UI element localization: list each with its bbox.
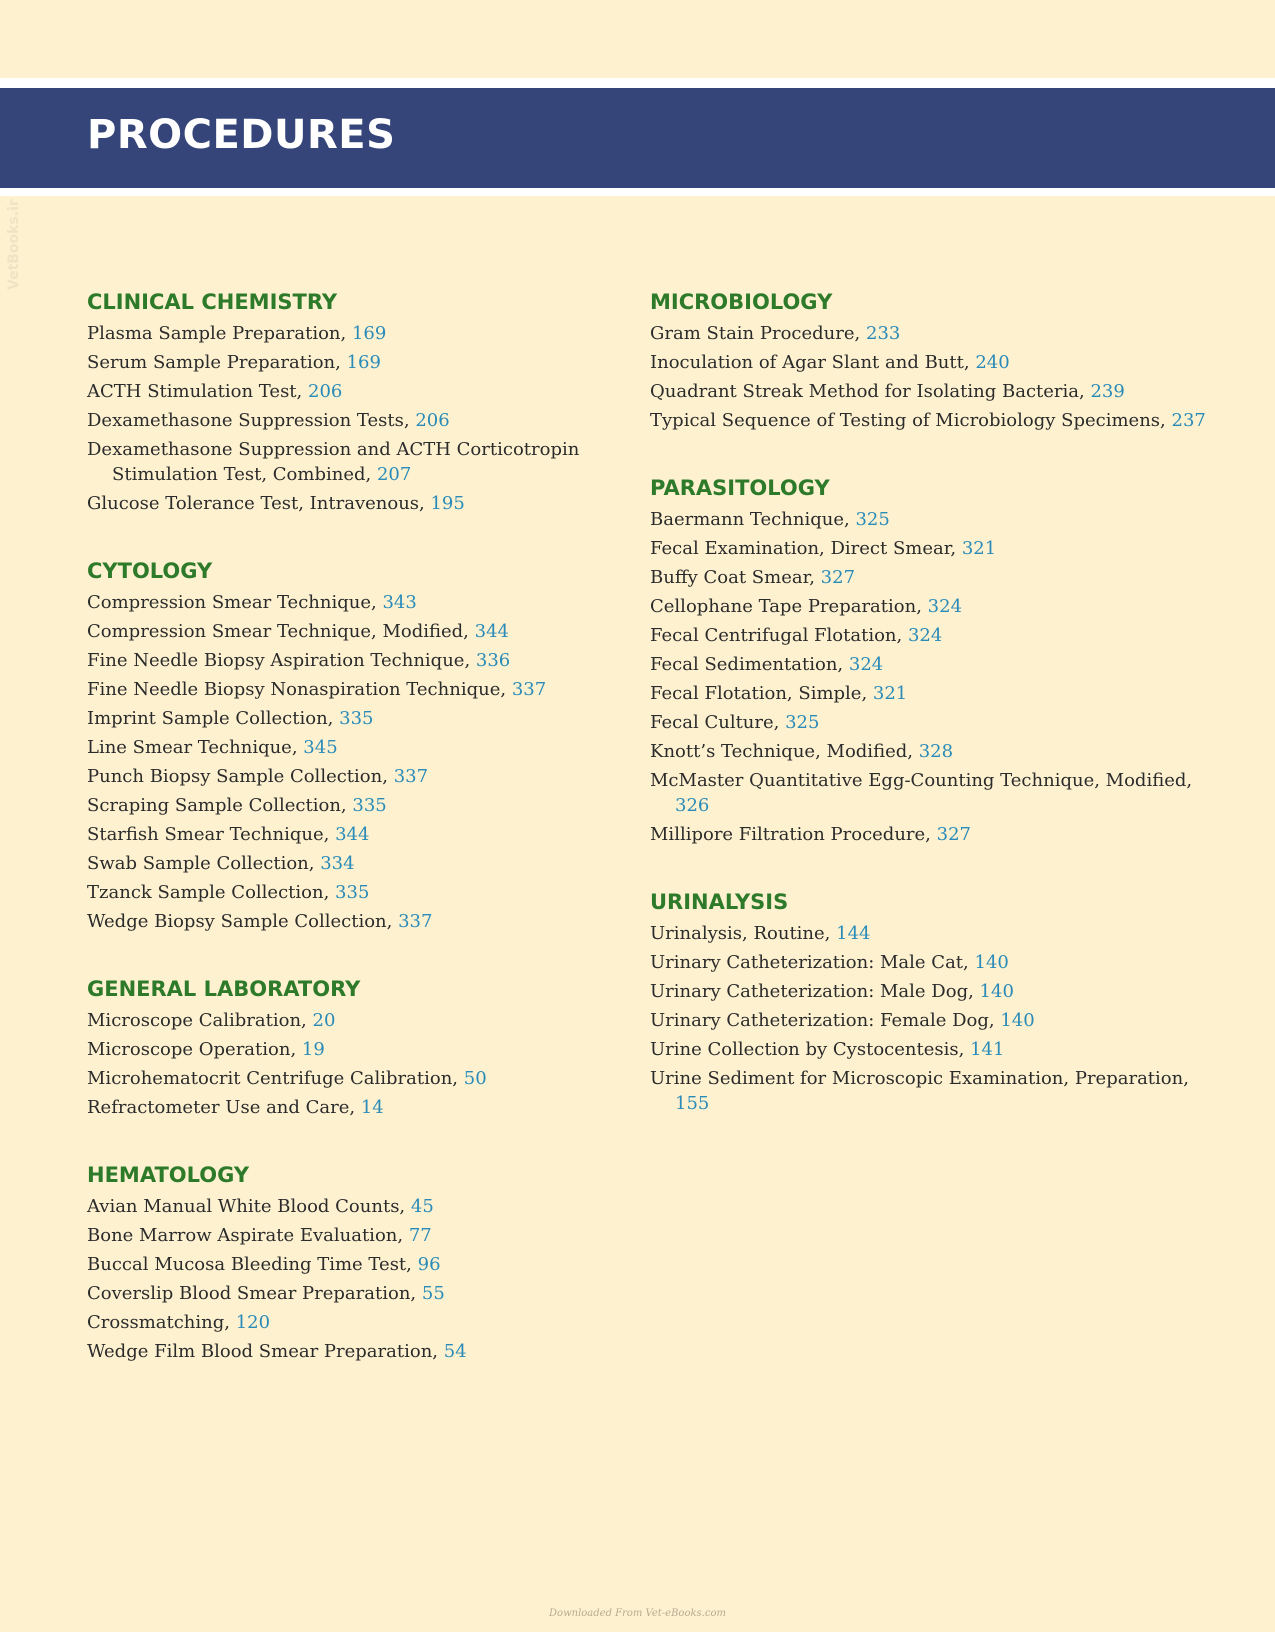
page-number-link[interactable]: 233 (866, 323, 901, 344)
section-heading: CYTOLOGY (87, 559, 213, 583)
index-entry (650, 1037, 1210, 1062)
entry-label: Fine Needle Biopsy Nonaspiration Technique, (87, 679, 507, 700)
index-entry (87, 909, 627, 934)
index-entry (87, 321, 627, 346)
page-number-link[interactable]: 144 (836, 923, 871, 944)
index-entry (87, 1008, 627, 1033)
entry-label: Wedge Film Blood Smear Preparation, (87, 1341, 439, 1362)
page-number-link[interactable]: 195 (430, 493, 465, 514)
entry-label: Line Smear Technique, (87, 737, 298, 758)
entry-label: Millipore Filtration Procedure, (650, 824, 931, 845)
index-entry (87, 648, 627, 673)
page-number-link[interactable]: 324 (848, 654, 884, 675)
index-entry (87, 590, 627, 615)
entry-label: Punch Biopsy Sample Collection, (87, 766, 388, 787)
entry-label: Wedge Biopsy Sample Collection, (87, 911, 393, 932)
right-column (650, 287, 1210, 1156)
index-entry (650, 652, 1210, 677)
page-number-link[interactable]: 337 (398, 911, 433, 932)
page-number-link[interactable]: 140 (979, 981, 1014, 1002)
entry-label: Buccal Mucosa Bleeding Time Test, (87, 1254, 412, 1275)
page-number-link[interactable]: 335 (352, 795, 387, 816)
index-entry (650, 950, 1210, 975)
footer-watermark: Downloaded From Vet-eBooks.com (549, 1608, 726, 1619)
section-hematology (87, 1160, 627, 1364)
entry-label: Fecal Sedimentation, (650, 654, 844, 675)
index-entry (87, 1194, 627, 1219)
index-entry (650, 379, 1210, 404)
page-number-link[interactable]: 20 (312, 1010, 336, 1031)
entry-label: Compression Smear Technique, (87, 592, 377, 613)
page-number-link[interactable]: 155 (675, 1093, 710, 1114)
index-entry (87, 822, 627, 847)
index-entry (650, 321, 1210, 346)
entry-label: Gram Stain Procedure, (650, 323, 861, 344)
section-parasitology (650, 473, 1210, 847)
entry-label: Microscope Operation, (87, 1039, 297, 1060)
entry-label: Imprint Sample Collection, (87, 708, 334, 729)
index-entry (87, 350, 627, 375)
entry-label: Starfish Smear Technique, (87, 824, 330, 845)
page-number-link[interactable]: 55 (421, 1283, 445, 1304)
index-entry (87, 619, 627, 644)
index-entry (650, 681, 1210, 706)
index-entry (87, 379, 627, 404)
section-microbiology (650, 287, 1210, 433)
entry-label: Dexamethasone Suppression and ACTH Corticotropin Stimulation Test, Combined, (87, 439, 580, 485)
index-entry (650, 768, 1210, 818)
entry-label: Compression Smear Technique, Modified, (87, 621, 469, 642)
entry-label: Microscope Calibration, (87, 1010, 307, 1031)
page-number-link[interactable]: 337 (511, 679, 547, 700)
index-entry (87, 491, 627, 516)
entry-label: Typical Sequence of Testing of Microbiology Specimens, (650, 410, 1166, 431)
page-number-link[interactable]: 325 (785, 712, 820, 733)
index-entry (87, 1339, 627, 1364)
entry-label: ACTH Stimulation Test, (87, 381, 303, 402)
entry-label: Coverslip Blood Smear Preparation, (87, 1283, 417, 1304)
index-entry (650, 350, 1210, 375)
page-number-link[interactable]: 343 (382, 592, 417, 613)
section-heading: MICROBIOLOGY (650, 290, 833, 314)
entry-label: Avian Manual White Blood Counts, (87, 1196, 406, 1217)
entry-label: Inoculation of Agar Slant and Butt, (650, 352, 970, 373)
section-general-laboratory (87, 974, 627, 1120)
index-entry (87, 793, 627, 818)
index-entry (87, 437, 627, 487)
entry-label: Buffy Coat Smear, (650, 567, 815, 588)
page-number-link[interactable]: 239 (1090, 381, 1125, 402)
index-entry (650, 822, 1210, 847)
index-entry (87, 1095, 627, 1120)
page-number-link[interactable]: 45 (410, 1196, 434, 1217)
entry-label: McMaster Quantitative Egg-Counting Technique, Modified, (650, 770, 1193, 791)
index-entry (650, 565, 1210, 590)
page-number-link[interactable]: 207 (376, 464, 412, 485)
page-number-link[interactable]: 14 (360, 1097, 384, 1118)
page-number-link[interactable]: 328 (918, 741, 954, 762)
entry-label: Crossmatching, (87, 1312, 230, 1333)
entry-label: Fecal Culture, (650, 712, 780, 733)
page-number-link[interactable]: 50 (463, 1068, 487, 1089)
page-number-link[interactable]: 324 (907, 625, 943, 646)
left-column (87, 287, 627, 1404)
page-number-link[interactable]: 324 (927, 596, 963, 617)
page-number-link[interactable]: 334 (320, 853, 355, 874)
index-entry (87, 764, 627, 789)
index-entry (650, 408, 1210, 433)
page-number-link[interactable]: 240 (975, 352, 1010, 373)
index-entry (87, 1252, 627, 1277)
entry-label: Fecal Examination, Direct Smear, (650, 538, 957, 559)
entry-label: Refractometer Use and Care, (87, 1097, 356, 1118)
entry-label: Scraping Sample Collection, (87, 795, 347, 816)
entry-label: Plasma Sample Preparation, (87, 323, 347, 344)
page-number-link[interactable]: 120 (235, 1312, 271, 1333)
index-entry (87, 408, 627, 433)
page-number-link[interactable]: 335 (339, 708, 374, 729)
section-heading: GENERAL LABORATORY (87, 977, 361, 1001)
entry-label: Serum Sample Preparation, (87, 352, 341, 373)
page-number-link[interactable]: 19 (301, 1039, 325, 1060)
page-number-link[interactable]: 141 (970, 1039, 1005, 1060)
index-entry (650, 921, 1210, 946)
page-number-link[interactable]: 344 (474, 621, 509, 642)
section-heading: URINALYSIS (650, 890, 789, 914)
index-entry (87, 880, 627, 905)
page-number-link[interactable]: 321 (961, 538, 997, 559)
entry-label: Urinary Catheterization: Male Dog, (650, 981, 974, 1002)
page-number-link[interactable]: 237 (1171, 410, 1206, 431)
page-number-link[interactable]: 325 (855, 509, 890, 530)
index-entry (650, 594, 1210, 619)
page-number-link[interactable]: 96 (417, 1254, 441, 1275)
page-number-link[interactable]: 344 (335, 824, 370, 845)
entry-label: Urine Collection by Cystocentesis, (650, 1039, 965, 1060)
page-number-link[interactable]: 77 (408, 1225, 432, 1246)
section-heading: HEMATOLOGY (87, 1163, 250, 1187)
entry-label: Bone Marrow Aspirate Evaluation, (87, 1225, 404, 1246)
entry-label: Urinary Catheterization: Female Dog, (650, 1010, 995, 1031)
page-number-link[interactable]: 321 (872, 683, 908, 704)
section-heading: PARASITOLOGY (650, 476, 830, 500)
index-entry (650, 710, 1210, 735)
entry-label: Swab Sample Collection, (87, 853, 315, 874)
entry-label: Urine Sediment for Microscopic Examination, Preparation, (650, 1068, 1189, 1089)
page-number-link[interactable]: 336 (475, 650, 511, 671)
index-entry (650, 536, 1210, 561)
entry-label: Cellophane Tape Preparation, (650, 596, 922, 617)
index-entry (650, 979, 1210, 1004)
section-urinalysis (650, 887, 1210, 1116)
index-entry (87, 1037, 627, 1062)
page-title: PROCEDURES (87, 112, 396, 158)
index-entry (87, 851, 627, 876)
index-entry (650, 507, 1210, 532)
entry-label: Fine Needle Biopsy Aspiration Technique, (87, 650, 471, 671)
index-entry (650, 1008, 1210, 1033)
page-number-link[interactable]: 345 (303, 737, 338, 758)
entry-label: Glucose Tolerance Test, Intravenous, (87, 493, 425, 514)
index-entry (87, 1066, 627, 1091)
index-entry (87, 1281, 627, 1306)
page-number-link[interactable]: 169 (346, 352, 381, 373)
entry-label: Microhematocrit Centrifuge Calibration, (87, 1068, 459, 1089)
entry-label: Urinary Catheterization: Male Cat, (650, 952, 969, 973)
page-number-link[interactable]: 326 (675, 795, 710, 816)
page-number-link[interactable]: 54 (443, 1341, 467, 1362)
index-entry (87, 735, 627, 760)
index-entry (87, 706, 627, 731)
entry-label: Fecal Centrifugal Flotation, (650, 625, 903, 646)
index-entry (87, 677, 627, 702)
index-entry (650, 739, 1210, 764)
section-heading: CLINICAL CHEMISTRY (87, 290, 338, 314)
index-entry (87, 1223, 627, 1248)
page-number-link[interactable]: 169 (351, 323, 387, 344)
entry-label: Quadrant Streak Method for Isolating Bacteria, (650, 381, 1085, 402)
page-number-link[interactable]: 206 (415, 410, 450, 431)
page-number-link[interactable]: 335 (335, 882, 370, 903)
entry-label: Fecal Flotation, Simple, (650, 683, 868, 704)
entry-label: Tzanck Sample Collection, (87, 882, 330, 903)
entry-label: Urinalysis, Routine, (650, 923, 831, 944)
index-entry (650, 1066, 1210, 1116)
page-number-link[interactable]: 327 (936, 824, 971, 845)
page-number-link[interactable]: 206 (308, 381, 343, 402)
page-number-link[interactable]: 140 (974, 952, 1009, 973)
section-cytology (87, 556, 627, 934)
entry-label: Dexamethasone Suppression Tests, (87, 410, 410, 431)
index-entry (87, 1310, 627, 1335)
page-number-link[interactable]: 140 (1000, 1010, 1035, 1031)
page-number-link[interactable]: 327 (820, 567, 856, 588)
entry-label: Baermann Technique, (650, 509, 850, 530)
page-number-link[interactable]: 337 (393, 766, 429, 787)
side-watermark: VetBooks.ir (6, 199, 22, 291)
section-clinical-chemistry (87, 287, 627, 516)
entry-label: Knott’s Technique, Modified, (650, 741, 913, 762)
index-entry (650, 623, 1210, 648)
